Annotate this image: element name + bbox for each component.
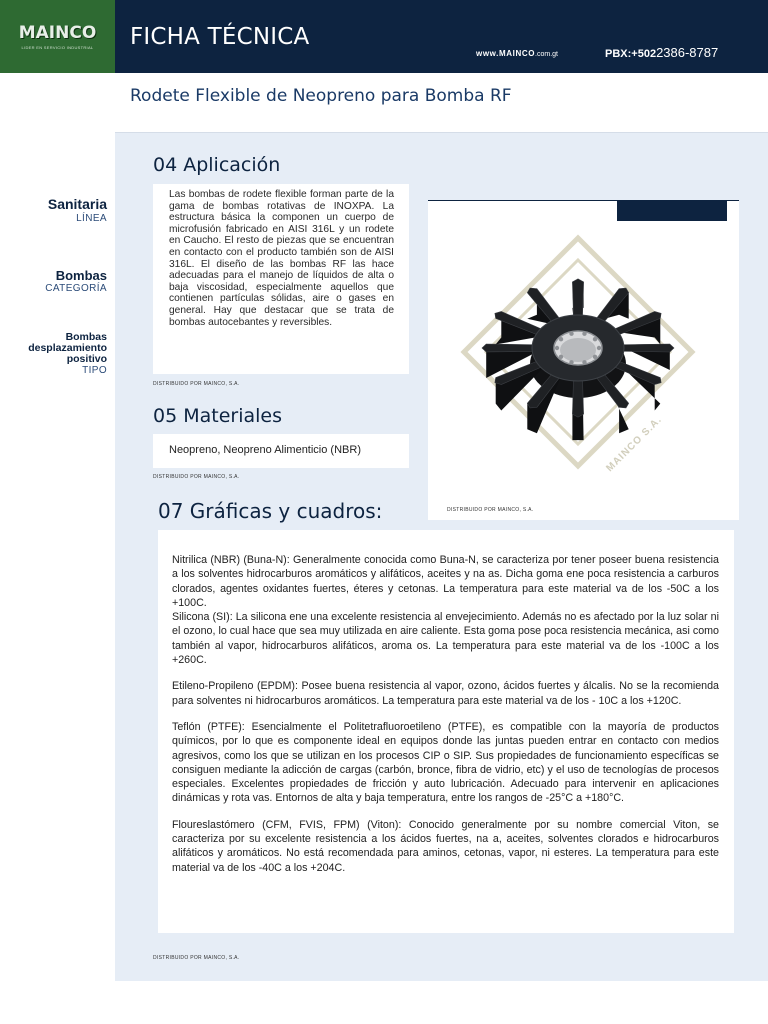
- graficas-paragraph-epdm: Etileno-Propileno (EPDM): Posee buena resistencia al vapor, ozono, ácidos fuertes y álcalis. No se la recomienda para solventes ni hidrocarburos aromáticos. La temperatura para este material va de los - 10C a los +120C.: [172, 680, 719, 707]
- website-main: MAINCO: [499, 49, 536, 58]
- distributed-note: [153, 474, 239, 480]
- phone-digits: 2386-8787: [656, 45, 719, 60]
- graficas-box: [158, 530, 734, 933]
- graficas-paragraph-teflon: Teflón (PTFE): Esencialmente el Politetrafluoroetileno (PTFE), es compatible con la mayoría de productos químicos, por lo que es componente ideal en equipos donde las juntas pueden entrar en contacto con medios agresivos, como los que se utilizan en los procesos CIP o SIP. Sus propiedades de funcionamiento específicas se consiguen mediante la adicción de cargas (carbón, bronce, fibra de vidrio, etc) y el uso de tecnologías de procesos especiales. Excelentes propiedades de fricción y auto lubricación. Adecuado para intervenir en aplicaciones dinámicas y rota vas. Entornos de alta y baja temperatura, entre los rangos de -25°C a +180°C.: [172, 720, 719, 805]
- impeller-spline: [559, 337, 563, 341]
- watermark-text: MAINCO S.A.: [604, 414, 665, 475]
- distributed-brand: MAINCO, S.A.: [203, 381, 240, 387]
- impeller-spline: [559, 355, 563, 359]
- impeller-bore: [560, 338, 596, 362]
- distributed-brand: MAINCO, S.A.: [203, 474, 240, 480]
- header-bar: [115, 0, 768, 73]
- graficas-paragraph-viton: Floureslastómero (CFM, FVIS, FPM) (Viton): Conocido generalmente por su nombre comercial Viton, se caracteriza por su excelente resistencia a los ácidos fuertes, na a, aceites, solventes clorados e hidrocarburos alifáticos y aromáticos. No está recomendada para aminos, cetonas, vapor, ni esteres. La temperatura para este material va de los -40C a los +204C.: [172, 818, 719, 874]
- impeller-spline: [582, 332, 586, 336]
- website-prefix: www.: [476, 49, 499, 58]
- sidebar-categoria: [45, 268, 107, 294]
- impeller-spline: [593, 355, 597, 359]
- page-title: FICHA TÉCNICA: [130, 24, 310, 50]
- logo-tagline: LIDER EN SERVICIO INDUSTRIAL: [21, 45, 94, 50]
- tipo-line-2: desplazamiento: [28, 342, 107, 354]
- logo-text: MAINCO: [18, 23, 97, 43]
- graficas-content: [172, 553, 719, 887]
- logo: [0, 0, 115, 73]
- aplicacion-text: Las bombas de rodete flexible forman parte de la gama de bombas rotativas de INOXPA. La estructura básica la componen un cuerpo de microfusión fabricado en AISI 316L y un rodete en Caucho. El resto de piezas que se encuentran en contacto con el producto también son de AISI 316L. El diseño de las bombas RF las hace adecuadas para el manejo de líquidos de alta o baja viscosidad, especialmente aquellos que contienen partículas sólidas, aire o gases en general. Hay que destacar que se trata de bombas autocebantes y reversibles.: [169, 189, 394, 328]
- distributed-note: [153, 381, 239, 387]
- distributed-note: [153, 955, 239, 961]
- impeller-vane: [618, 344, 674, 352]
- tipo-line-1: Bombas: [65, 331, 107, 343]
- distributed-prefix: DISTRIBUIDO POR: [447, 507, 496, 513]
- phone-number: [605, 45, 718, 60]
- distributed-prefix: DISTRIBUIDO POR: [153, 474, 202, 480]
- aplicacion-box: [153, 184, 409, 374]
- impeller-vane: [572, 377, 583, 418]
- categoria-value: Bombas: [55, 268, 107, 283]
- materiales-box: [153, 434, 409, 468]
- impeller-spline: [555, 346, 559, 350]
- impeller-vane: [572, 279, 583, 320]
- section-title-aplicacion: 04 Aplicación: [153, 154, 281, 176]
- tipo-line-3: positivo: [66, 353, 107, 365]
- section-title-graficas: 07 Gráficas y cuadros:: [158, 499, 383, 523]
- product-image-panel: [428, 200, 739, 520]
- distributed-brand: MAINCO, S.A.: [203, 955, 240, 961]
- impeller-spline: [593, 337, 597, 341]
- linea-value: Sanitaria: [47, 196, 107, 212]
- impeller-vane: [482, 344, 538, 352]
- distributed-brand: MAINCO, S.A.: [497, 507, 534, 513]
- section-title-materiales: 05 Materiales: [153, 405, 282, 427]
- sidebar-tipo: [28, 332, 107, 376]
- phone-label: PBX:+502: [605, 48, 657, 60]
- subtitle-bar: [115, 73, 768, 133]
- impeller-spline: [597, 346, 601, 350]
- website-suffix: .com.gt: [535, 51, 558, 58]
- graficas-paragraph-nitrilo-silicona: Nitrilica (NBR) (Buna-N): Generalmente conocida como Buna-N, se caracteriza por tener poseer buena resistencia a los solventes hidrocarburos aromáticos y alifáticos, aceites y na as. Dicha goma ene poca resistencia a carburos clorados, agentes oxidantes fuertes, éteres y cetonas. La temperatura para este material va de los -50C a los +100C. Silicona (SI): La silicona ene una excelente resistencia al envejecimiento. Además no es afectado por la luz solar ni el ozono, lo cual hace que sea muy utilizada en aire caliente. Esta goma pose poca resistencia mecánica, asi como también al vapor, hidrocarburos alifáticos, aroma os. La temperatura para este material va de los -100C a los +260C.: [172, 554, 719, 667]
- tipo-label: TIPO: [82, 365, 107, 376]
- impeller-spline: [569, 360, 573, 364]
- product-subtitle: Rodete Flexible de Neopreno para Bomba RF: [130, 86, 512, 106]
- flexible-impeller-image: [428, 200, 739, 520]
- distributed-note: [447, 507, 533, 513]
- impeller-spline: [582, 360, 586, 364]
- materiales-text: Neopreno, Neopreno Alimenticio (NBR): [169, 444, 361, 456]
- sidebar-linea: [48, 196, 107, 224]
- linea-label: LÍNEA: [76, 213, 107, 224]
- impeller-spline: [569, 332, 573, 336]
- website-link[interactable]: [476, 49, 558, 58]
- distributed-prefix: DISTRIBUIDO POR: [153, 955, 202, 961]
- distributed-prefix: DISTRIBUIDO POR: [153, 381, 202, 387]
- categoria-label: CATEGORÍA: [45, 283, 107, 294]
